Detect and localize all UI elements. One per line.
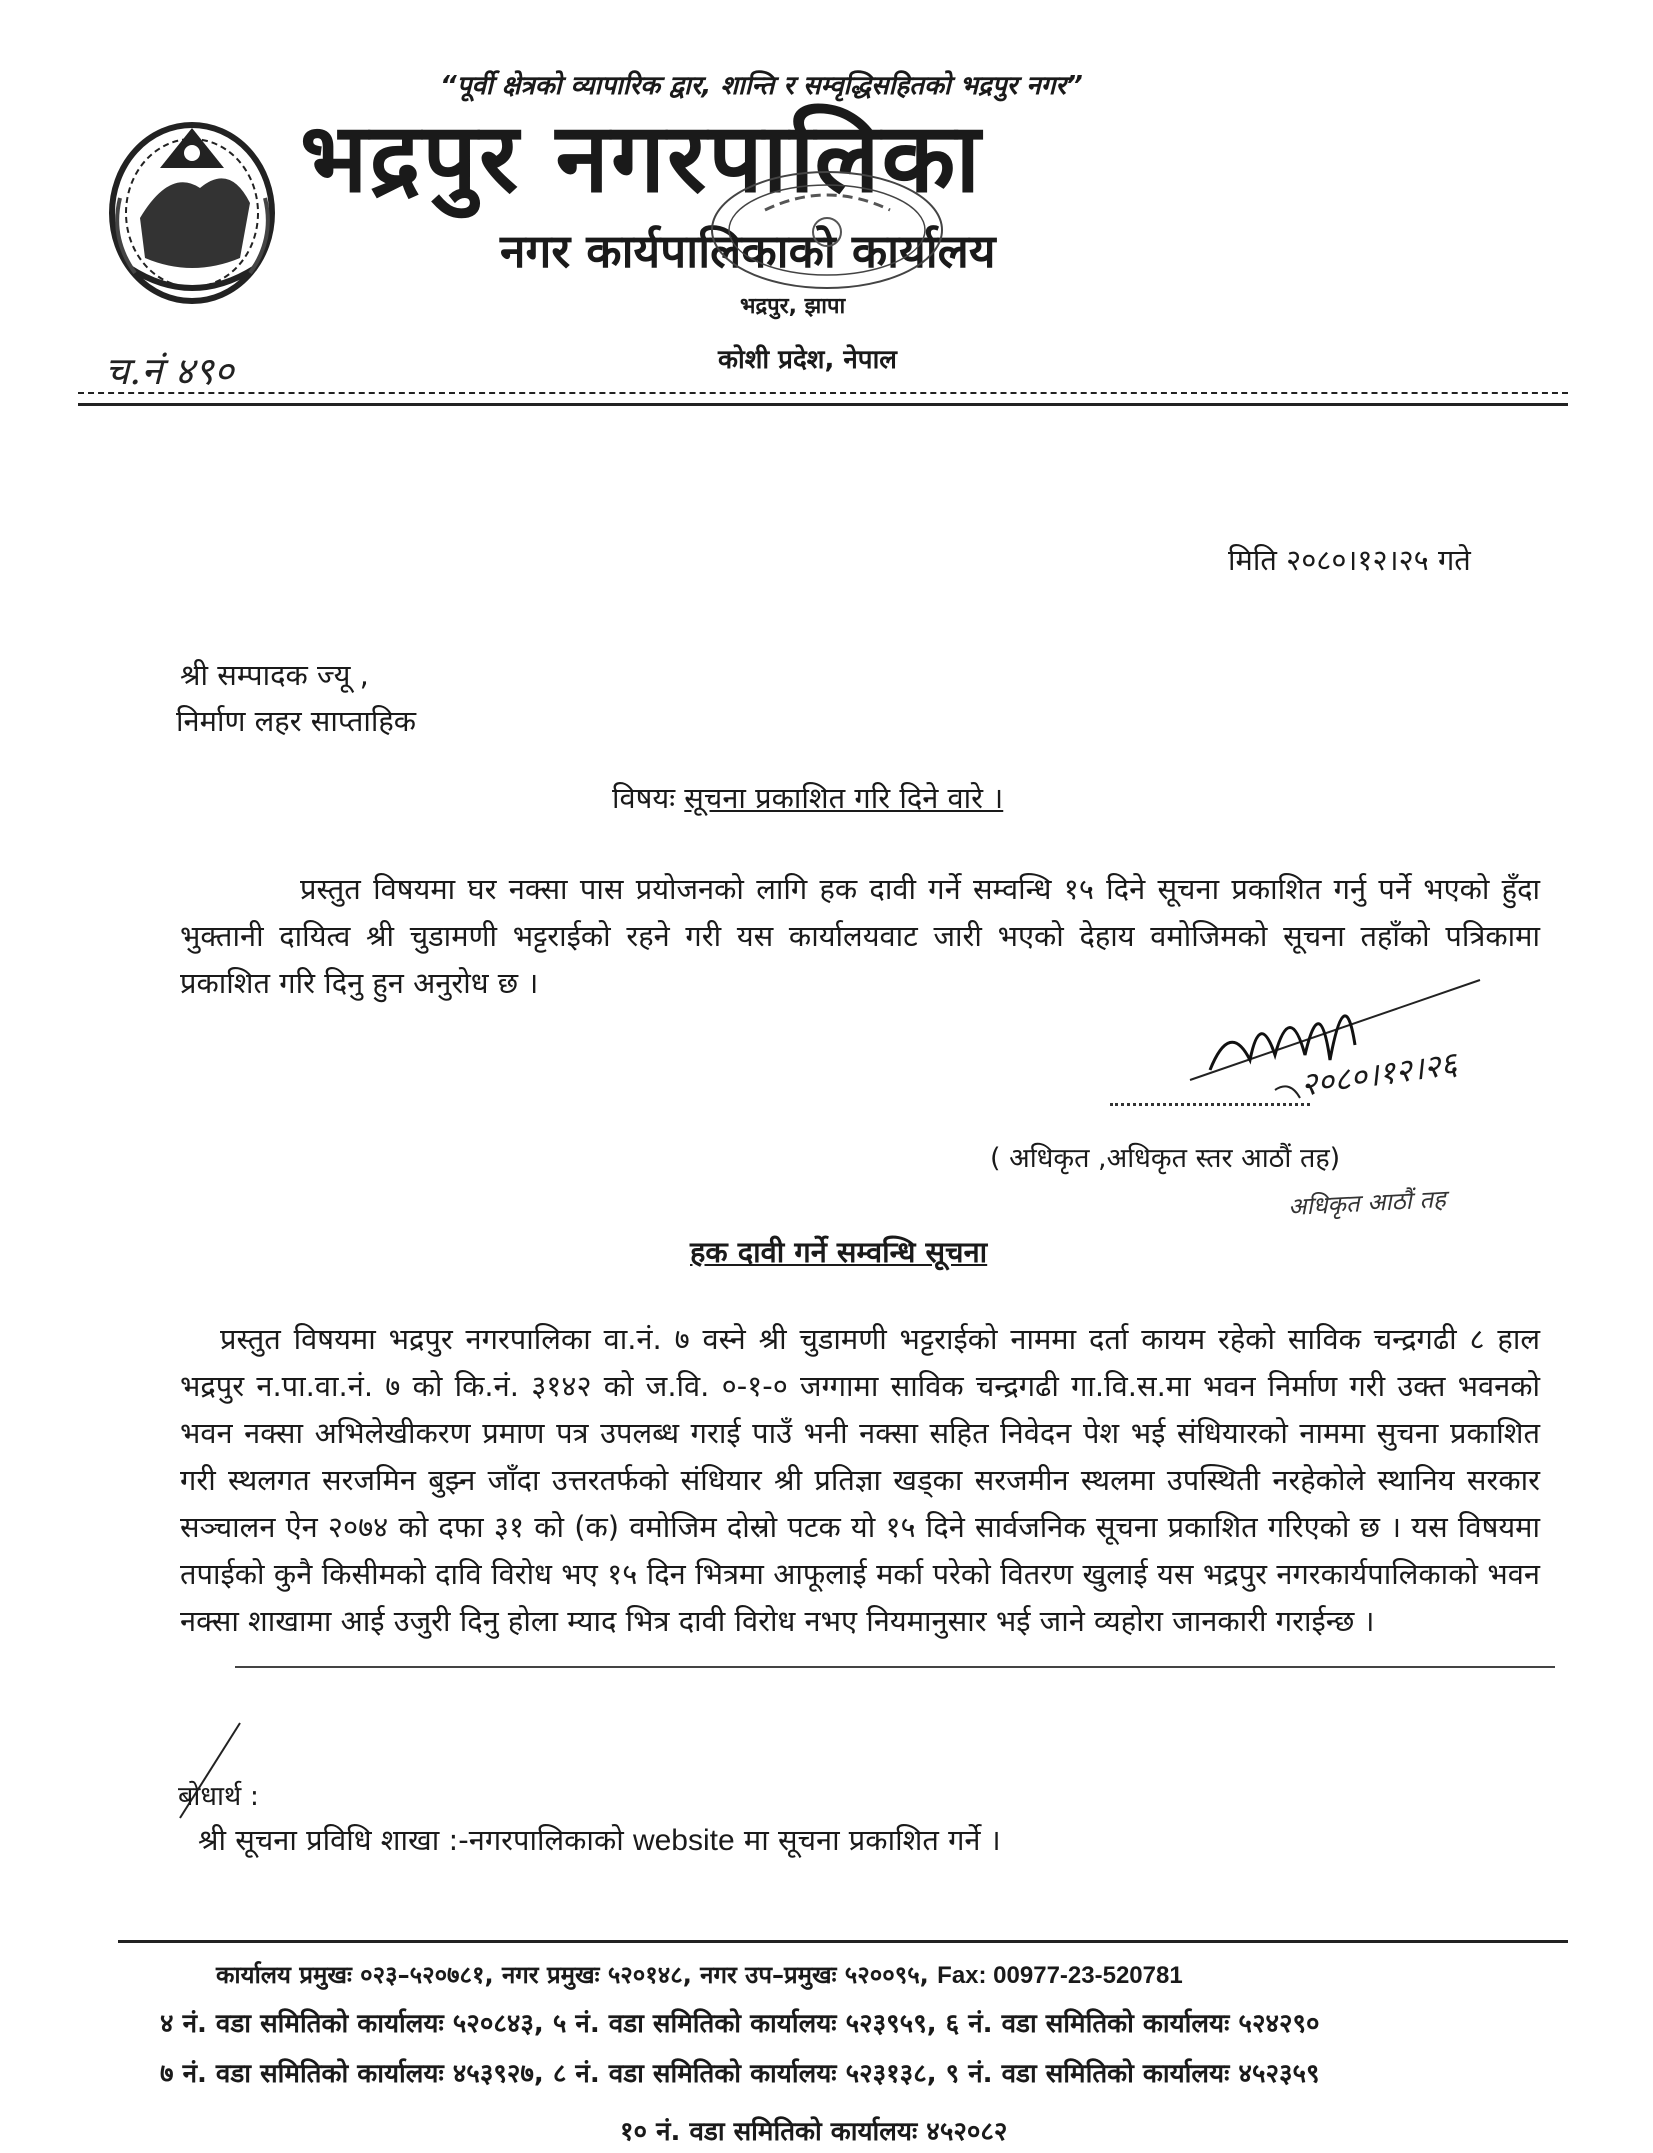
organization-name: भद्रपुर नगरपालिका	[300, 102, 983, 214]
address-province: कोशी प्रदेश, नेपाल	[718, 345, 897, 375]
copy-to-line	[198, 1820, 1001, 1859]
footer-line-3: ७ नं. वडा समितिको कार्यालयः ४५३९२७, ८ नं. वडा समितिको कार्यालयः ५२३१३८, ९ नं. वडा समितिको कार्यालयः ४५२३५९	[160, 2059, 1320, 2089]
footer-phones-main: कार्यालय प्रमुखः ०२३–५२०७८१, नगर प्रमुखः ५२०१४८, नगर उप–प्रमुखः ५२००९५,	[216, 1961, 929, 1989]
addressee-line-1: श्री सम्पादक ज्यू ,	[180, 658, 369, 692]
subject-label: विषयः	[612, 781, 676, 815]
subject-text: सूचना प्रकाशित गरि दिने वारे ।	[684, 781, 1004, 815]
copy-to-prefix: श्री सूचना प्रविधि शाखा :-नगरपालिकाको	[198, 1823, 624, 1857]
header-divider-dashed	[78, 392, 1568, 394]
footer-line-1	[216, 1958, 1183, 1991]
letterhead-motto: “पूर्वी क्षेत्रको व्यापारिक द्वार, शान्ति र सम्वृद्धिसहितको भद्रपुर नगर”	[440, 71, 1083, 101]
signature-dotted-line	[1110, 1103, 1310, 1106]
office-name: नगर कार्यपालिकाको कार्यालय	[500, 224, 996, 278]
footer-divider	[118, 1940, 1568, 1943]
dispatch-number: च.नं ४९०	[105, 349, 234, 393]
copy-to-website: website	[632, 1824, 735, 1857]
addressee-line-2: निर्माण लहर साप्ताहिक	[176, 704, 417, 738]
footer-fax: Fax: 00977-23-520781	[937, 1962, 1183, 1989]
header-divider	[78, 403, 1568, 406]
letter-date: मिति २०८०।१२।२५ गते	[1228, 543, 1471, 577]
copy-to-label: बोधार्थ :	[178, 1781, 259, 1812]
notice-body: प्रस्तुत विषयमा भद्रपुर नगरपालिका वा.नं. ७ वस्ने श्री चुडामणी भट्टराईको नाममा दर्ता कायम रहेको साविक चन्द्रगढी ८ हाल भद्रपुर न.पा.वा.नं. ७ को कि.नं. ३१४२ को ज.वि. ०-१-० जग्गामा साविक चन्द्रगढी गा.वि.स.मा भवन निर्माण गरी उक्त भवनको भवन नक्सा अभिलेखीकरण प्रमाण पत्र उपलब्ध गराई पाउँ भनी नक्सा सहित निवेदन पेश भई संधियारको नाममा सुचना प्रकाशित गरी स्थलगत सरजमिन बुझ्न जाँदा उत्तरतर्फको संधियार श्री प्रतिज्ञा खड्का सरजमीन स्थलमा उपस्थिती नरहेकोले स्थानिय सरकार सञ्चालन ऐन २०७४ को दफा ३१ को (क) वमोजिम दोस्रो पटक यो १५ दिने सार्वजनिक सूचना प्रकाशित गरिएको छ । यस विषयमा तपाईको कुनै किसीमको दावि विरोध भए १५ दिन भित्रमा आफूलाई मर्का परेको वितरण खुलाई यस भद्रपुर नगरकार्यपालिकाको भवन नक्सा शाखामा आई उजुरी दिनु होला म्याद भित्र दावी विरोध नभए नियमानुसार भई जाने व्यहोरा जानकारी गराईन्छ ।	[180, 1322, 1540, 1638]
addressee-block	[176, 652, 417, 744]
footer-line-4: १० नं. वडा समितिको कार्यालयः ४५२०८२	[620, 2117, 1008, 2147]
request-paragraph: प्रस्तुत विषयमा घर नक्सा पास प्रयोजनको लागि हक दावी गर्ने सम्वन्धि १५ दिने सूचना प्रकाशित गर्नु पर्ने भएको हुँदा भुक्तानी दायित्व श्री चुडामणी भट्टराईको रहने गरी यस कार्यालयवाट जारी भएको देहाय वमोजिमको सूचना तहाँको पत्रिकामा प्रकाशित गरि दिनु हुन अनुरोध छ ।	[180, 872, 1540, 1000]
signature-handwritten-date: २०८०।१२।२६	[1298, 1044, 1460, 1104]
notice-title: हक दावी गर्ने सम्वन्धि सूचना	[690, 1235, 988, 1269]
officer-rank-stamp: अधिकृत आठौं तह	[1287, 1184, 1447, 1222]
copy-to-suffix: मा सूचना प्रकाशित गर्ने ।	[743, 1823, 1001, 1857]
officer-title: ( अधिकृत ,अधिकृत स्तर आठौं तह)	[990, 1143, 1341, 1174]
subject-line	[612, 778, 1003, 817]
address-city: भद्रपुर, झापा	[740, 294, 846, 319]
notice-strike-line	[235, 1666, 1555, 1668]
footer-line-2: ४ नं. वडा समितिको कार्यालयः ५२०८४३, ५ नं. वडा समितिको कार्यालयः ५२३९५९, ६ नं. वडा समितिको कार्यालयः ५२४२९०	[160, 2009, 1320, 2039]
nepal-emblem-icon	[100, 108, 285, 308]
